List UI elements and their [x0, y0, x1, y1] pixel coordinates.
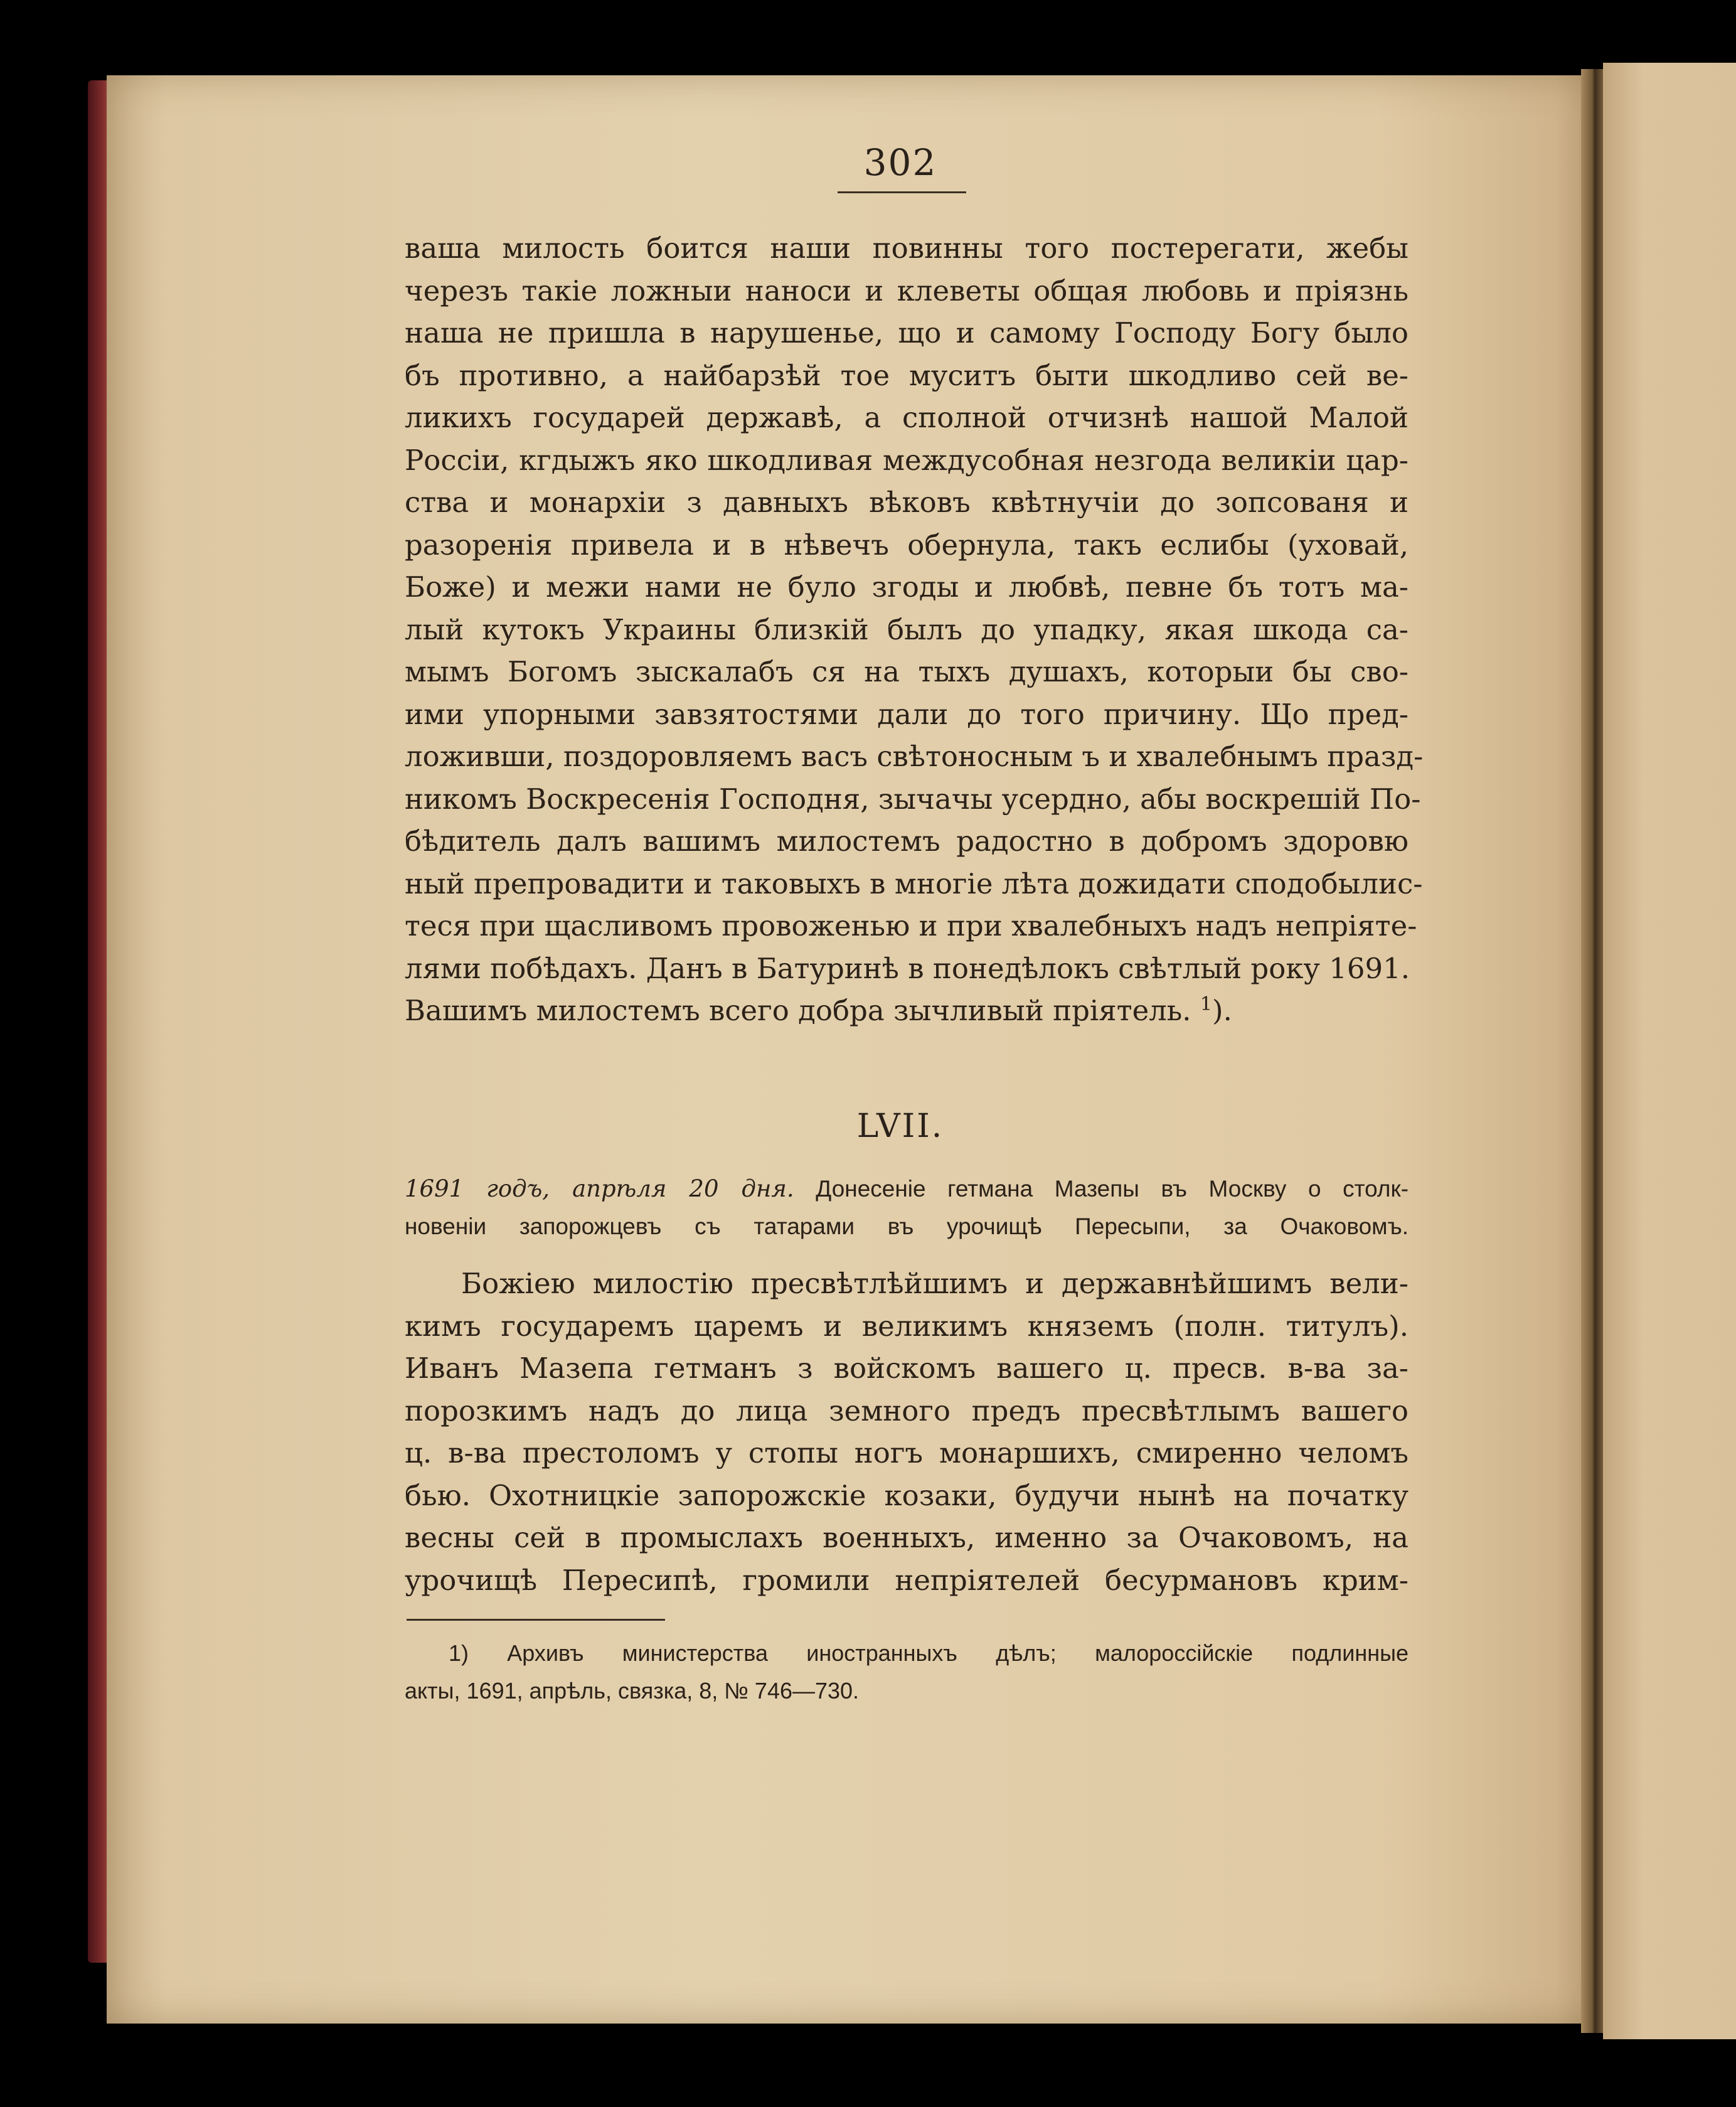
- paragraph-line: лый кутокъ Украины близкій былъ до упадку, якая шкода са-: [405, 612, 1409, 646]
- paragraph-line: Россіи, кгдыжъ яко шкодливая междусобная незгода великіи цар-: [405, 443, 1409, 477]
- book-gutter: [1581, 69, 1606, 2033]
- paragraph-line: [405, 989, 1409, 1032]
- heading-title-start: Донесеніе гетмана Мазепы въ Москву о столк-: [816, 1176, 1409, 1202]
- paragraph-line: кимъ государемъ царемъ и великимъ княземъ (полн. титулъ).: [405, 1309, 1409, 1343]
- paragraph-line: ный препровадити и таковыхъ в многіе лѣта дожидати сподобылис-: [405, 867, 1423, 900]
- paragraph-line: весны сей в промыслахъ военныхъ, именно за Очаковомъ, на: [405, 1521, 1409, 1554]
- section-title: LVII.: [856, 1107, 944, 1145]
- footnote: [405, 1635, 1409, 1710]
- paragraph-line: бѣдитель далъ вашимъ милостемъ радостно в добромъ здоровю: [405, 824, 1409, 858]
- paragraph-line: Боже) и межи нами не було згоды и любвѣ, певне бъ тотъ ма-: [405, 570, 1409, 604]
- footnote-line: 1) Архивъ министерства иностранныхъ дѣлъ; малороссійскіе подлинные: [449, 1640, 1409, 1666]
- footnote-marker-close: ).: [1212, 994, 1232, 1027]
- paragraph-line: теся при щасливомъ провоженью и при хвалебныхъ надъ непріяте-: [405, 909, 1417, 942]
- letter-paragraph: [405, 227, 1424, 1032]
- paragraph-line: урочищѣ Пересипѣ, громили непріятелей бесурмановъ крим-: [405, 1563, 1409, 1597]
- report-paragraph: [405, 1262, 1409, 1601]
- footnote-line: акты, 1691, апрѣль, связка, 8, № 746—730.: [405, 1678, 860, 1704]
- page-number: 302: [863, 141, 937, 184]
- paragraph-line: ликихъ государей державѣ, а сполной отчизнѣ нашой Малой: [405, 401, 1409, 434]
- paragraph-line: ства и монархіи з давныхъ вѣковъ квѣтнучіи до зопсованя и: [405, 486, 1409, 519]
- paragraph-line: порозкимъ надъ до лица земного предъ пресвѣтлымъ вашего: [405, 1394, 1409, 1427]
- paragraph-line: наша не пришла в нарушенье, що и самому Господу Богу было: [405, 316, 1409, 349]
- paragraph-line: Иванъ Мазепа гетманъ з войскомъ вашего ц. пресв. в-ва за-: [405, 1352, 1409, 1385]
- heading-date: 1691 годъ, апрѣля 20 дня.: [405, 1175, 794, 1202]
- facing-page-edge: [1603, 63, 1736, 2039]
- paragraph-line: черезъ такіе ложныи наноси и клеветы общая любовь и пріязнь: [405, 274, 1409, 307]
- page-number-rule: [838, 191, 966, 193]
- paragraph-line: бъ противно, а найбарзѣй тое муситъ быти шкодливо сей ве-: [405, 358, 1409, 392]
- paragraph-line: разоренія привела и в нѣвечъ обернула, такъ еслибы (уховай,: [405, 528, 1409, 562]
- paragraph-line: никомъ Воскресенія Господня, зычачы усердно, абы воскрешій По-: [405, 782, 1421, 816]
- paragraph-line: мымъ Богомъ зыскалабъ ся на тыхъ душахъ, которыи бы сво-: [405, 655, 1409, 688]
- paragraph-line: бью. Охотницкіе запорожскіе козаки, будучи нынѣ на початку: [405, 1478, 1409, 1512]
- paragraph-line: Божіею милостію пресвѣтлѣйшимъ и державнѣйшимъ вели-: [461, 1267, 1409, 1300]
- paragraph-line: ваша милость боится наши повинны того постерегати, жебы: [405, 232, 1409, 265]
- heading-line: [405, 1170, 1409, 1208]
- paragraph-line: ложивши, поздоровляемъ васъ свѣтоносным ъ и хвалебнымъ празд-: [405, 740, 1424, 773]
- footnote-marker: 1: [1200, 993, 1213, 1015]
- document-heading: [405, 1170, 1409, 1246]
- paragraph-line: ц. в-ва престоломъ у стопы ногъ монаршихъ, смиренно челомъ: [405, 1436, 1409, 1470]
- paragraph-line: лями побѣдахъ. Данъ в Батуринѣ в понедѣлокъ свѣтлый року 1691.: [405, 951, 1410, 985]
- paragraph-line: ими упорными завзятостями дали до того причину. Що пред-: [405, 697, 1409, 731]
- footnote-rule: [407, 1619, 665, 1621]
- heading-line: новеніи запорожцевъ съ татарами въ урочищѣ Пересыпи, за Очаковомъ.: [405, 1214, 1409, 1239]
- closing-text: Вашимъ милостемъ всего добра зычливый пріятель.: [405, 994, 1191, 1027]
